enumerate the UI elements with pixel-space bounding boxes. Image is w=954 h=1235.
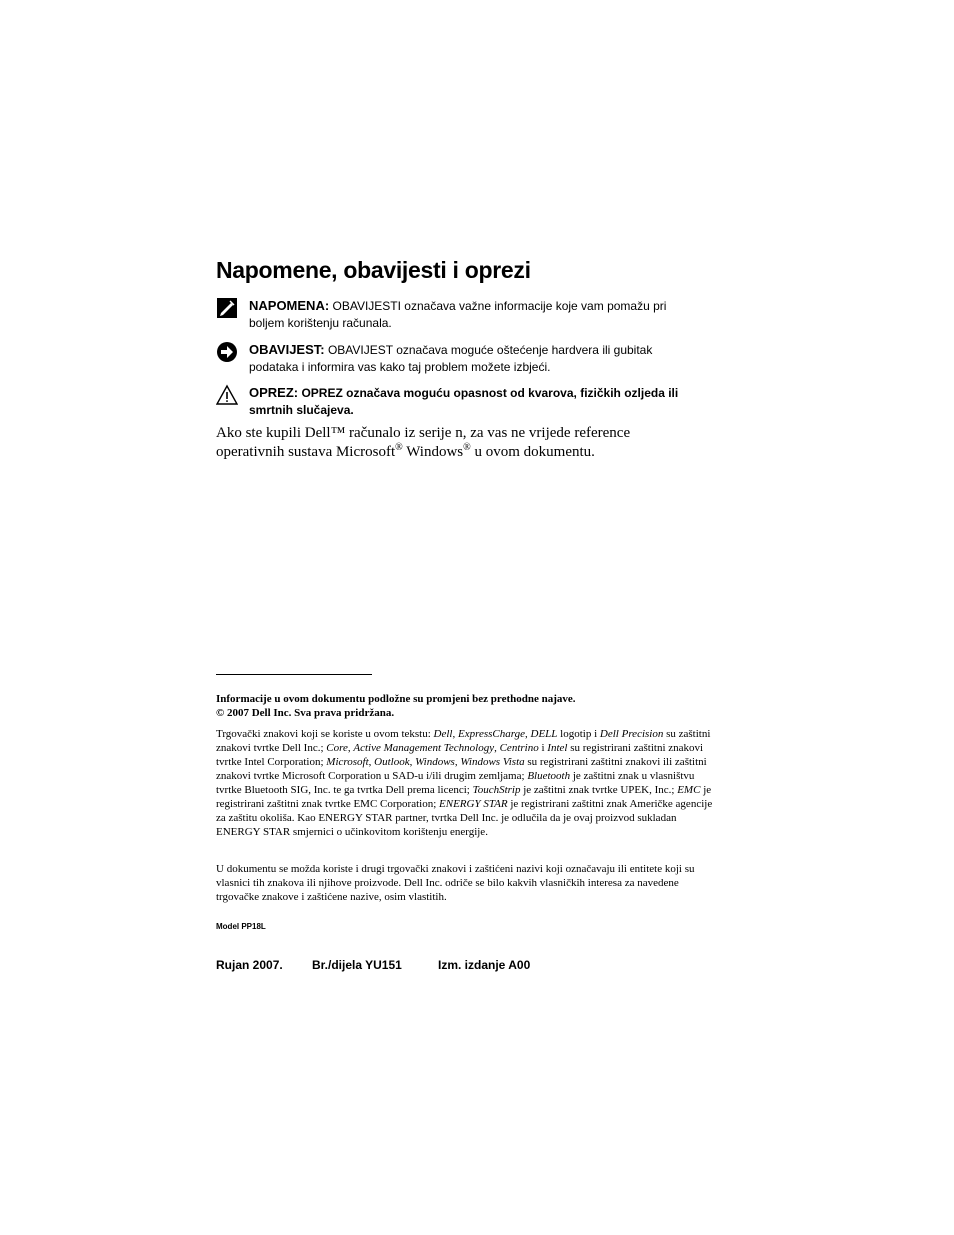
trademark-name: Outlook bbox=[374, 756, 410, 768]
trademark-name: Windows bbox=[415, 756, 455, 768]
copyright-line: © 2007 Dell Inc. Sva prava pridržana. bbox=[216, 707, 395, 719]
intro-paragraph bbox=[216, 424, 706, 462]
warning-triangle-icon bbox=[216, 384, 238, 406]
footer-part-number: Br./dijela YU151 bbox=[312, 958, 402, 972]
trademark-text: su registrirani zaštitni znakovi ili zaštitni znakovi tvrtke Microsoft Corporation u SAD-u i/ili drugim zemljama; bbox=[216, 756, 707, 782]
caution-block bbox=[216, 384, 716, 419]
note-text-line2: boljem korištenju računala. bbox=[249, 316, 392, 330]
trademark-text: Trgovački znakovi koji se koriste u ovom tekstu: bbox=[216, 728, 434, 740]
caution-text-line2: smrtnih slučajeva. bbox=[249, 403, 354, 417]
registered-mark: ® bbox=[395, 442, 403, 453]
registered-mark: ® bbox=[463, 442, 471, 453]
caution-text-line1: OPREZ označava moguću opasnost od kvarova, fizičkih ozljeda ili bbox=[298, 386, 679, 400]
trademark-text: , bbox=[452, 728, 458, 740]
change-notice: Informacije u ovom dokumentu podložne su promjeni bez prethodne najave. bbox=[216, 693, 576, 705]
trademark-text: su zaštitni znakovi tvrtke Dell Inc.; bbox=[216, 728, 711, 754]
trademark-name: Core bbox=[326, 742, 348, 754]
notice-text-line1: OBAVIJEST označava moguće oštećenje hardvera ili gubitak bbox=[324, 343, 653, 357]
trademark-text: i bbox=[538, 742, 548, 754]
pencil-note-icon bbox=[216, 297, 238, 319]
trademark-name: Dell bbox=[433, 728, 453, 740]
trademark-text: logotip i bbox=[557, 728, 600, 740]
model-number: Model PP18L bbox=[216, 922, 266, 931]
trademark-text: je zaštitni znak tvrtke UPEK, Inc.; bbox=[520, 784, 678, 796]
page-title: Napomene, obavijesti i oprezi bbox=[216, 257, 531, 283]
footer-date: Rujan 2007. bbox=[216, 958, 283, 972]
trademark-name: TouchStrip bbox=[472, 784, 521, 796]
notice-block bbox=[216, 341, 716, 376]
trademark-name: Windows Vista bbox=[460, 756, 525, 768]
caution-label: OPREZ: bbox=[249, 385, 299, 400]
trademark-text: , bbox=[409, 756, 416, 768]
trademark-paragraph bbox=[216, 727, 716, 839]
trademark-name: Microsoft bbox=[326, 756, 369, 768]
trademark-text: je registrirani zaštitni znak Američke agencije za zaštitu okoliša. Kao ENERGY STAR partner, tvrtka Dell Inc. je odlučila da je ovaj proizvod sukladan ENERGY STAR smjernici o učinkovitom korištenju energije. bbox=[216, 798, 713, 838]
trademark-name: EMC bbox=[677, 784, 701, 796]
intro-part-c: u ovom dokumentu. bbox=[470, 444, 595, 460]
note-text-line1: OBAVIJESTI označava važne informacije koje vam pomažu pri bbox=[329, 299, 667, 313]
trademark-name: DELL bbox=[530, 728, 558, 740]
trademark-text: , bbox=[347, 742, 354, 754]
trademark-text: , bbox=[368, 756, 375, 768]
notice-text-line2: podataka i informira vas kako taj problem možete izbjeći. bbox=[249, 360, 551, 374]
trademark-text: , bbox=[525, 728, 531, 740]
intro-part-a: operativnih sustava Microsoft bbox=[216, 444, 396, 460]
trademark-name: Active Management Technology bbox=[353, 742, 495, 754]
note-block bbox=[216, 297, 716, 332]
copyright-block bbox=[216, 692, 716, 720]
trademark-text: su registrirani zaštitni znakovi tvrtke Intel Corporation; bbox=[216, 742, 704, 768]
intro-line1: Ako ste kupili Dell™ računalo iz serije n, za vas ne vrijede reference bbox=[216, 425, 631, 441]
trademark-text: , bbox=[454, 756, 461, 768]
trademark-name: ENERGY STAR bbox=[439, 798, 508, 810]
trademark-text: je registrirani zaštitni znak tvrtke EMC Corporation; bbox=[216, 784, 712, 810]
arrow-circle-icon bbox=[216, 341, 238, 363]
other-trademarks-paragraph: U dokumentu se možda koriste i drugi trgovački znakovi i zaštićeni nazivi koji označavaju ili entitete koji su vlasnici tih znakova ili njihove proizvode. Dell Inc. odriče se bilo kakvih vlasničkih interesa za navedene trgovačke znakove i zaštićene nazive, osim vlastitih. bbox=[216, 863, 695, 903]
trademark-name: Intel bbox=[547, 742, 568, 754]
notice-label: OBAVIJEST: bbox=[249, 342, 325, 357]
footer-revision: Izm. izdanje A00 bbox=[438, 958, 531, 972]
footnote-divider bbox=[216, 674, 372, 675]
trademark-name: ExpressCharge bbox=[458, 728, 526, 740]
trademark-text: , bbox=[494, 742, 500, 754]
trademark-name: Bluetooth bbox=[527, 770, 571, 782]
intro-part-b: Windows bbox=[402, 444, 464, 460]
trademark-name: Centrino bbox=[499, 742, 539, 754]
trademark-name: Dell Precision bbox=[599, 728, 664, 740]
note-label: NAPOMENA: bbox=[249, 298, 330, 313]
trademark-text: je zaštitni znak u vlasništvu tvrtke Bluetooth SIG, Inc. te ga tvrtka Dell prema licenci; bbox=[216, 770, 695, 796]
